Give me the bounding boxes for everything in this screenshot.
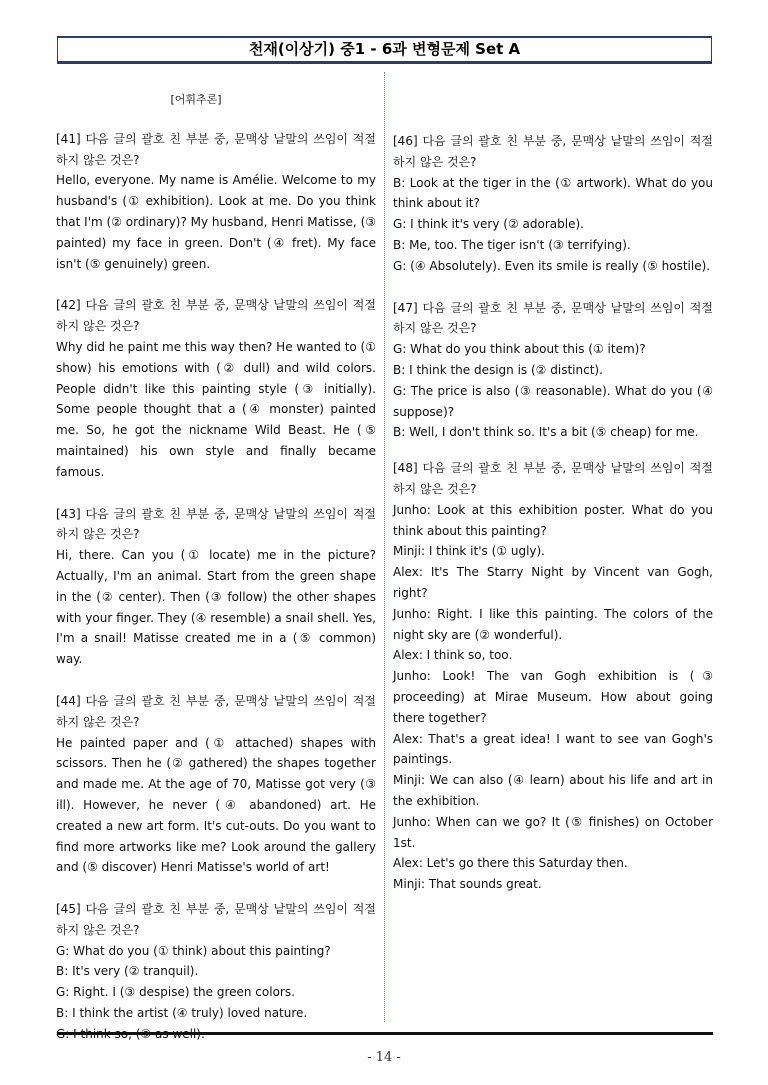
dialogue-line: G: The price is also (③ reasonable). What do you (④ suppose)?	[393, 383, 713, 419]
section-label: [어휘추론]	[170, 93, 222, 106]
dialogue-line: Minji: I think it's (① ugly).	[393, 544, 545, 559]
question-passage: Hi, there. Can you (① locate) me in the picture? Actually, I'm an animal. Start from the green shape in the (② center). Then (③ follow) the other shapes with your finger. They (④ resemble) a snail shell. Yes, I'm a snail! Matisse created me in a (⑤ common) way.	[56, 548, 376, 667]
question-title: [43] 다음 글의 괄호 친 부분 중, 문맥상 낱말의 쓰임이 적절하지 않은 것은?	[56, 506, 376, 542]
dialogue-line: Minji: We can also (④ learn) about his life and art in the exhibition.	[393, 773, 713, 808]
column-divider	[384, 72, 385, 1022]
question-41	[56, 129, 376, 275]
question-passage: He painted paper and (① attached) shapes with scissors. Then he (② gathered) the shapes together and made me. At the age of 70, Matisse got very (③ ill). However, he never (④ abandoned) art. He created a new art form. It's cut-outs. Do you want to find more artworks like me? Look around the gallery and (⑤ discover) Henri Matisse's world of art!	[56, 735, 376, 875]
dialogue-line: B: Me, too. The tiger isn't (③ terrifying).	[393, 237, 631, 252]
question-48	[393, 458, 713, 895]
dialogue-line: Minji: That sounds great.	[393, 877, 542, 892]
dialogue-line: G: What do you (① think) about this painting?	[56, 943, 331, 958]
dialogue-line: Junho: Look! The van Gogh exhibition is (③ proceeding) at Mirae Museum. How about going there together?	[393, 669, 713, 725]
dialogue-line: Alex: That's a great idea! I want to see van Gogh's paintings.	[393, 731, 713, 767]
footer-rule	[57, 1032, 713, 1035]
dialogue-line: G: I think so, (⑤ as well).	[56, 1026, 205, 1041]
question-title: [41] 다음 글의 괄호 친 부분 중, 문맥상 낱말의 쓰임이 적절하지 않은 것은?	[56, 131, 376, 167]
dialogue-line: B: I think the design is (② distinct).	[393, 362, 603, 377]
question-46	[393, 131, 713, 277]
dialogue-line: B: It's very (② tranquil).	[56, 964, 199, 979]
dialogue-line: B: I think the artist (④ truly) loved nature.	[56, 1006, 308, 1021]
question-passage: Hello, everyone. My name is Amélie. Welcome to my husband's (① exhibition). Look at me. Do you think that I'm (② ordinary)? My husband, Henri Matisse, (③ painted) my face in green. Don't (④ fret). My face isn't (⑤ genuinely) green.	[56, 173, 377, 271]
dialogue-line: Alex: Let's go there this Saturday then.	[393, 856, 628, 871]
dialogue-line: G: What do you think about this (① item)?	[393, 342, 646, 357]
dialogue-line: Junho: When can we go? It (⑤ finishes) on October 1st.	[393, 814, 713, 850]
question-title: [44] 다음 글의 괄호 친 부분 중, 문맥상 낱말의 쓰임이 적절하지 않은 것은?	[56, 693, 376, 729]
page-number: - 14 -	[367, 1050, 401, 1065]
dialogue-line: Junho: Look at this exhibition poster. What do you think about this painting?	[393, 502, 713, 538]
dialogue-line: Alex: It's The Starry Night by Vincent van Gogh, right?	[393, 565, 713, 600]
page-title: 천재(이상기) 중1 - 6과 변형문제 Set A	[57, 36, 712, 64]
dialogue-line: G: Right. I (③ despise) the green colors.	[56, 985, 295, 1000]
dialogue-line: G: I think it's very (② adorable).	[393, 217, 584, 232]
question-44	[56, 691, 376, 878]
dialogue-line: Alex: I think so, too.	[393, 648, 513, 663]
right-column	[393, 131, 713, 916]
question-43	[56, 504, 376, 670]
dialogue-line: B: Well, I don't think so. It's a bit (⑤ cheap) for me.	[393, 425, 699, 440]
question-title: [42] 다음 글의 괄호 친 부분 중, 문맥상 낱말의 쓰임이 적절하지 않은 것은?	[56, 298, 376, 334]
question-title: [46] 다음 글의 괄호 친 부분 중, 문맥상 낱말의 쓰임이 적절하지 않은 것은?	[393, 134, 713, 169]
question-42	[56, 295, 376, 482]
question-title: [45] 다음 글의 괄호 친 부분 중, 문맥상 낱말의 쓰임이 적절하지 않은 것은?	[56, 902, 376, 937]
question-47	[393, 298, 713, 444]
question-passage: Why did he paint me this way then? He wanted to (① show) his emotions with (② dull) and wild colors. People didn't like this painting style (③ initially). Some people thought that a (④ monster) painted me. So, he got the nickname Wild Beast. He (⑤ maintained) his own style and finally became famous.	[56, 339, 376, 479]
dialogue-line: Junho: Right. I like this painting. The colors of the night sky are (② wonderful).	[393, 606, 713, 642]
dialogue-line: B: Look at the tiger in the (① artwork). What do you think about it?	[393, 175, 713, 211]
dialogue-line: G: (④ Absolutely). Even its smile is really (⑤ hostile).	[393, 258, 711, 273]
left-column	[56, 90, 376, 1066]
question-45	[56, 899, 376, 1045]
question-title: [47] 다음 글의 괄호 친 부분 중, 문맥상 낱말의 쓰임이 적절하지 않은 것은?	[393, 300, 713, 336]
question-title: [48] 다음 글의 괄호 친 부분 중, 문맥상 낱말의 쓰임이 적절하지 않은 것은?	[393, 461, 713, 496]
